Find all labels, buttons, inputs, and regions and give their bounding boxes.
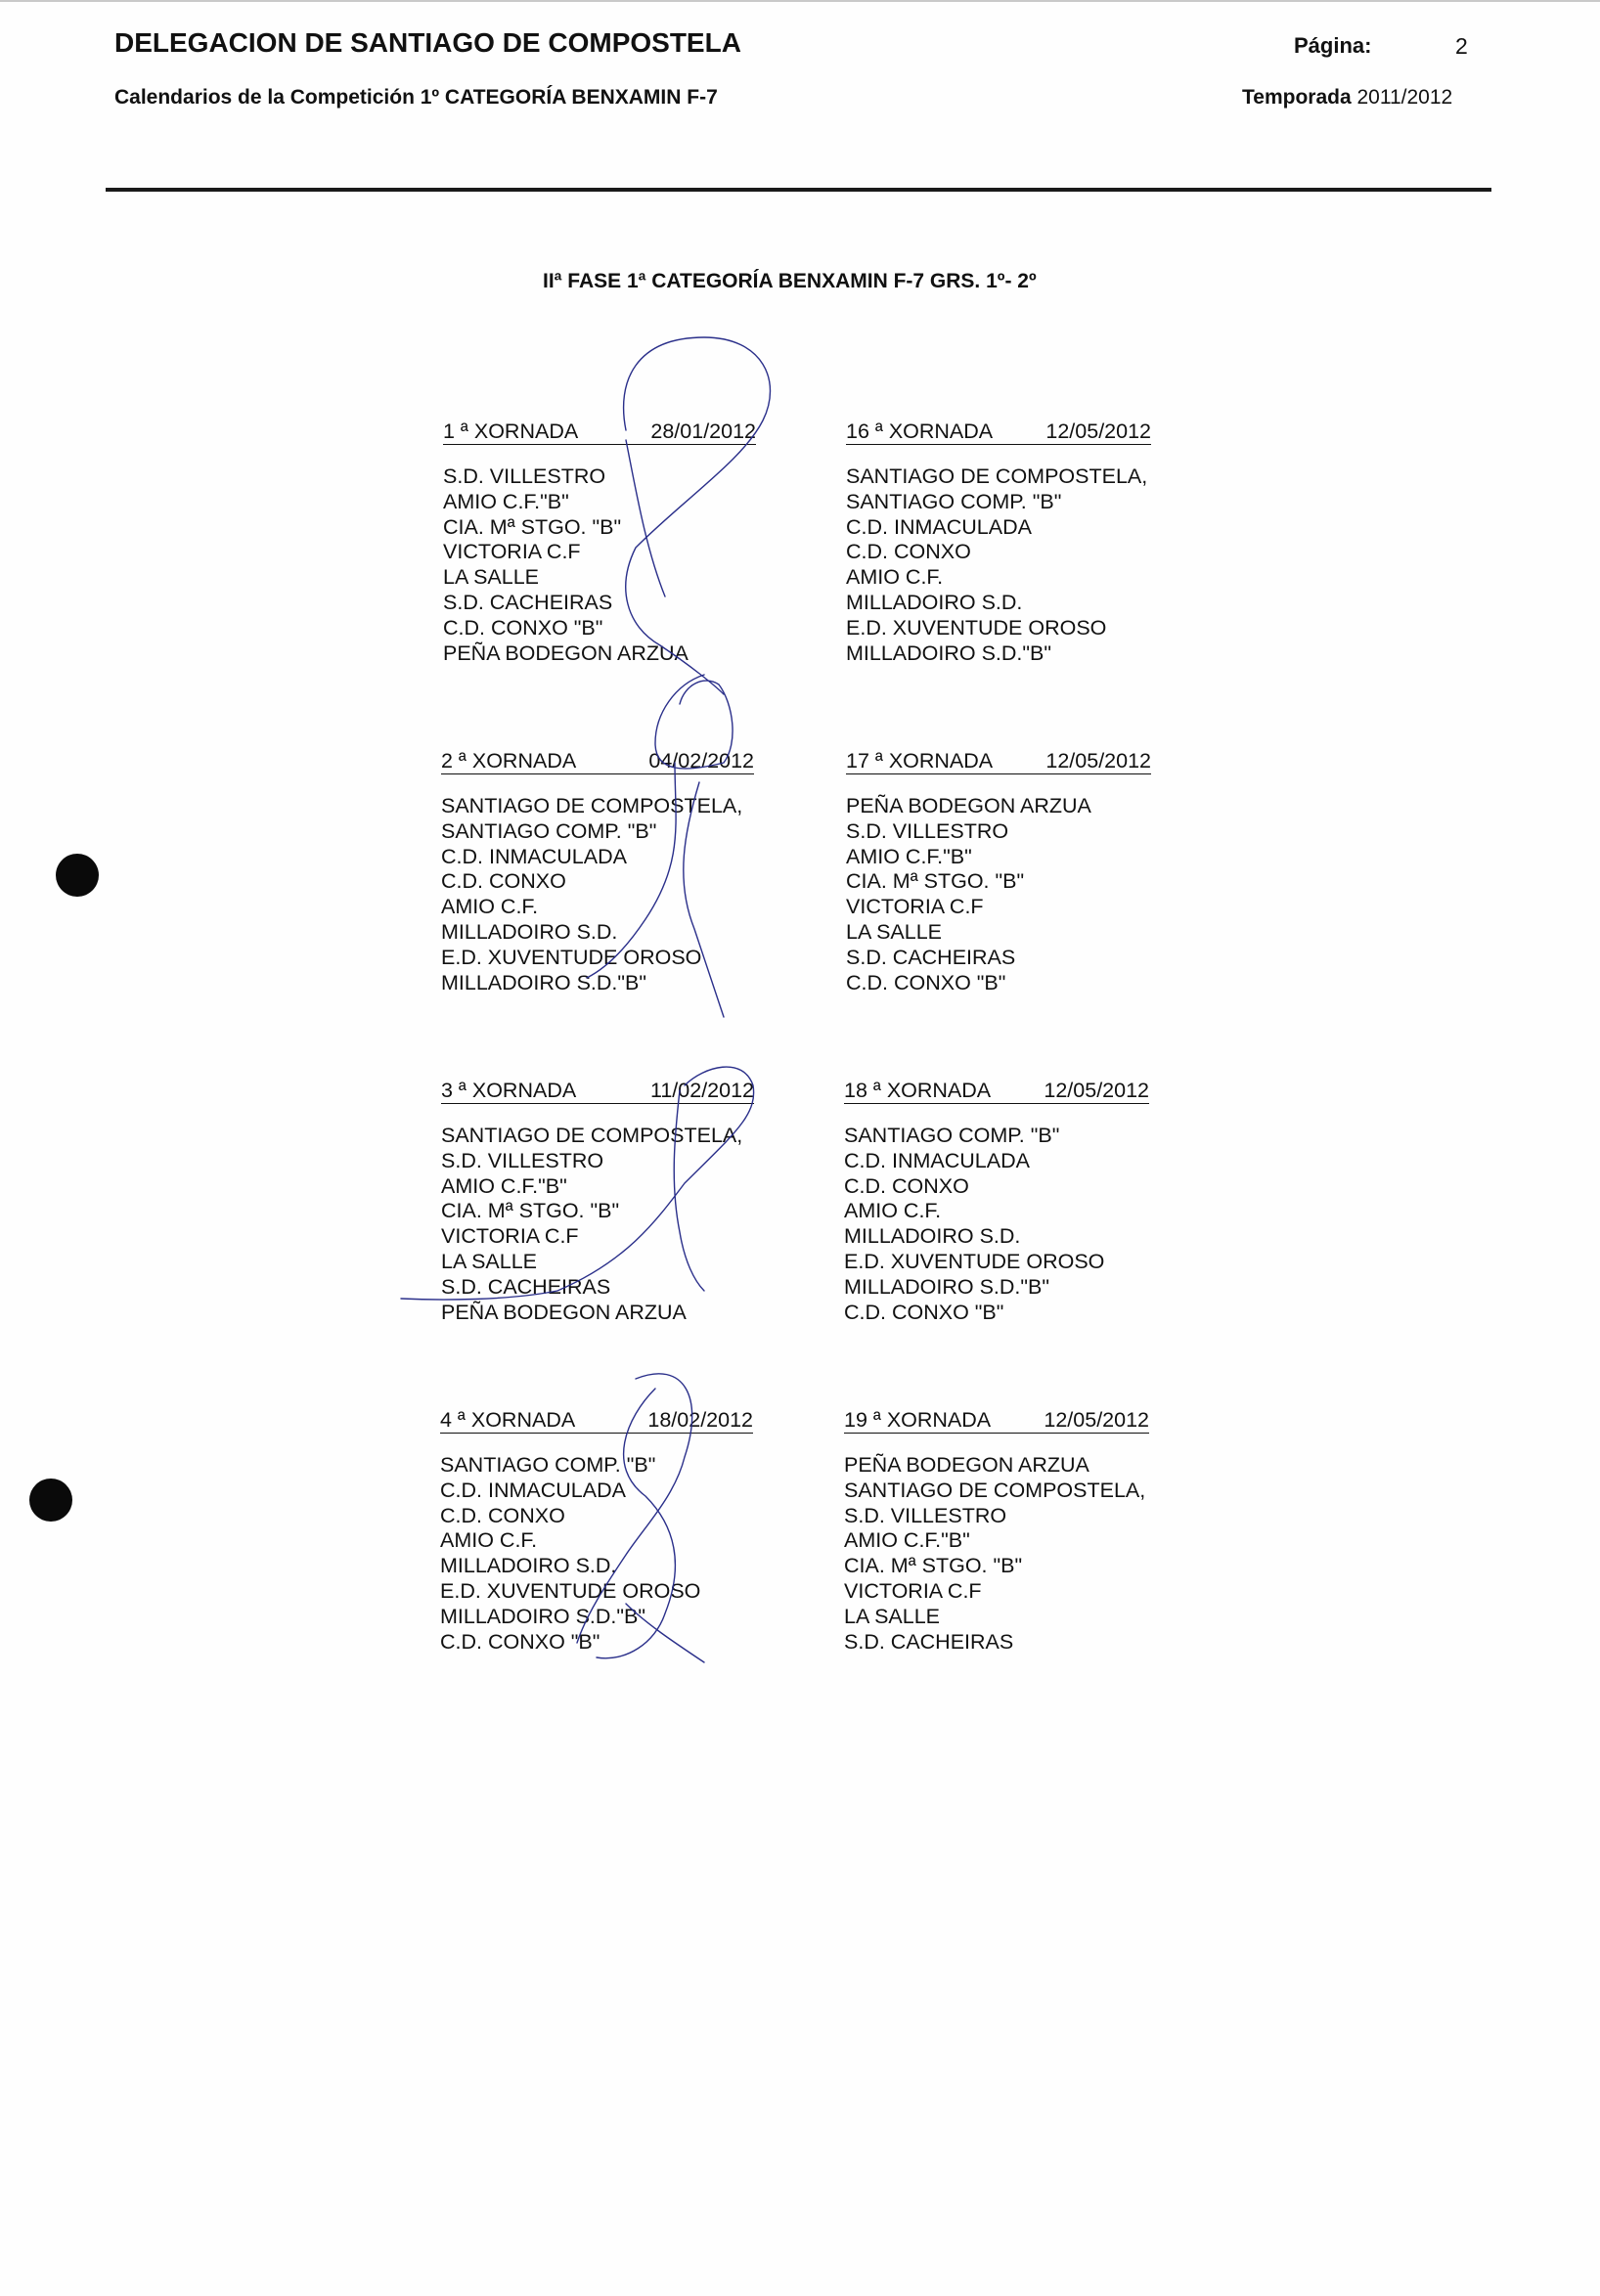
team-name: PEÑA BODEGON ARZUA <box>441 1300 687 1324</box>
team-name: MILLADOIRO S.D. <box>441 919 618 944</box>
jornada-block <box>844 1078 1149 1325</box>
team-name: MILLADOIRO S.D."B" <box>844 1274 1050 1299</box>
team-list <box>441 794 754 995</box>
team-list <box>441 1124 754 1325</box>
team-name: AMIO C.F. <box>441 895 539 919</box>
team-name: AMIO C.F."B" <box>844 1528 970 1553</box>
team-name: MILLADOIRO S.D. <box>844 1224 1021 1249</box>
jornada-name: 3 ª XORNADA <box>441 1079 577 1102</box>
jornada-name: 4 ª XORNADA <box>440 1408 576 1432</box>
team-name: C.D. CONXO <box>844 1173 969 1198</box>
team-list <box>846 794 1151 995</box>
team-name: PEÑA BODEGON ARZUA <box>846 794 1091 817</box>
team-name: VICTORIA C.F <box>846 895 984 919</box>
team-name: VICTORIA C.F <box>441 1224 579 1249</box>
jornada-date: 11/02/2012 <box>649 1079 754 1102</box>
jornada-name: 1 ª XORNADA <box>443 419 579 443</box>
team-name: VICTORIA C.F <box>443 540 581 564</box>
page-number: 2 <box>1455 33 1468 59</box>
team-name: C.D. CONXO "B" <box>846 970 1006 994</box>
team-name: LA SALLE <box>443 565 540 590</box>
team-list <box>844 1124 1149 1325</box>
jornada-date: 12/05/2012 <box>1045 749 1151 773</box>
team-name: S.D. CACHEIRAS <box>844 1629 1014 1654</box>
team-name: AMIO C.F. <box>846 565 944 590</box>
team-list <box>846 464 1151 666</box>
team-name: AMIO C.F. <box>440 1528 538 1553</box>
punch-hole <box>29 1479 72 1522</box>
jornada-name: 18 ª XORNADA <box>844 1079 992 1102</box>
jornada-header <box>440 1407 753 1434</box>
team-name: C.D. CONXO <box>440 1503 565 1527</box>
team-name: MILLADOIRO S.D."B" <box>846 640 1052 665</box>
team-name: CIA. Mª STGO. "B" <box>846 869 1025 894</box>
team-name: C.D. CONXO <box>441 869 566 894</box>
header-divider <box>106 188 1491 192</box>
team-list <box>844 1453 1149 1655</box>
team-name: LA SALLE <box>441 1249 538 1273</box>
team-name: E.D. XUVENTUDE OROSO <box>441 945 702 969</box>
team-name: SANTIAGO COMP. "B" <box>844 1124 1060 1147</box>
team-name: S.D. VILLESTRO <box>443 464 606 488</box>
team-name: MILLADOIRO S.D."B" <box>440 1604 646 1628</box>
team-name: C.D. CONXO "B" <box>440 1629 600 1654</box>
jornada-date: 12/05/2012 <box>1044 1079 1149 1102</box>
team-name: C.D. INMACULADA <box>441 844 627 868</box>
jornada-date: 28/01/2012 <box>650 419 756 443</box>
season-value: 2011/2012 <box>1356 86 1453 109</box>
team-name: C.D. CONXO <box>846 540 971 564</box>
season-label: Temporada <box>1242 86 1352 109</box>
team-name: C.D. CONXO "B" <box>443 615 603 640</box>
team-name: S.D. VILLESTRO <box>441 1148 604 1172</box>
team-name: S.D. CACHEIRAS <box>443 590 613 614</box>
document-title: DELEGACION DE SANTIAGO DE COMPOSTELA <box>114 27 741 58</box>
team-name: MILLADOIRO S.D."B" <box>441 970 647 994</box>
team-name: SANTIAGO COMP. "B" <box>846 489 1062 513</box>
team-name: S.D. CACHEIRAS <box>846 945 1016 969</box>
team-name: SANTIAGO DE COMPOSTELA, <box>441 1124 743 1147</box>
jornada-date: 12/05/2012 <box>1045 419 1151 443</box>
jornada-block <box>844 1407 1149 1655</box>
team-name: S.D. VILLESTRO <box>844 1503 1007 1527</box>
scan-top-edge <box>0 0 1600 2</box>
team-list <box>440 1453 753 1655</box>
team-name: C.D. INMACULADA <box>440 1478 626 1502</box>
jornada-block <box>441 748 754 995</box>
team-name: CIA. Mª STGO. "B" <box>844 1554 1023 1578</box>
team-name: SANTIAGO DE COMPOSTELA, <box>846 464 1148 488</box>
punch-hole <box>56 854 99 897</box>
jornada-date: 18/02/2012 <box>647 1408 753 1432</box>
jornada-block <box>443 419 756 666</box>
team-name: AMIO C.F."B" <box>846 844 972 868</box>
team-name: SANTIAGO COMP. "B" <box>440 1453 656 1477</box>
team-list <box>443 464 756 666</box>
jornada-name: 19 ª XORNADA <box>844 1408 992 1432</box>
jornada-header <box>441 748 754 774</box>
jornada-date: 04/02/2012 <box>648 749 754 773</box>
team-name: MILLADOIRO S.D. <box>440 1554 617 1578</box>
document-subtitle: Calendarios de la Competición 1º CATEGORÍA BENXAMIN F-7 <box>114 86 718 109</box>
jornada-header <box>844 1078 1149 1104</box>
team-name: CIA. Mª STGO. "B" <box>441 1199 620 1223</box>
team-name: AMIO C.F."B" <box>443 489 569 513</box>
jornada-date: 12/05/2012 <box>1044 1408 1149 1432</box>
page-label: Página: <box>1294 33 1372 58</box>
team-name: PEÑA BODEGON ARZUA <box>443 640 689 665</box>
team-name: AMIO C.F."B" <box>441 1173 567 1198</box>
jornada-name: 16 ª XORNADA <box>846 419 994 443</box>
team-name: LA SALLE <box>846 919 943 944</box>
team-name: S.D. CACHEIRAS <box>441 1274 611 1299</box>
team-name: C.D. INMACULADA <box>844 1148 1030 1172</box>
team-name: LA SALLE <box>844 1604 941 1628</box>
jornada-block <box>846 419 1151 666</box>
jornada-block <box>440 1407 753 1655</box>
team-name: CIA. Mª STGO. "B" <box>443 514 622 539</box>
jornada-name: 2 ª XORNADA <box>441 749 577 773</box>
team-name: VICTORIA C.F <box>844 1578 982 1603</box>
team-name: AMIO C.F. <box>844 1199 942 1223</box>
team-name: S.D. VILLESTRO <box>846 818 1009 843</box>
phase-title: IIª FASE 1ª CATEGORÍA BENXAMIN F-7 GRS. 1º- 2º <box>543 270 1037 292</box>
team-name: SANTIAGO COMP. "B" <box>441 818 657 843</box>
team-name: MILLADOIRO S.D. <box>846 590 1023 614</box>
team-name: C.D. INMACULADA <box>846 514 1032 539</box>
team-name: E.D. XUVENTUDE OROSO <box>846 615 1107 640</box>
team-name: C.D. CONXO "B" <box>844 1300 1004 1324</box>
jornada-name: 17 ª XORNADA <box>846 749 994 773</box>
team-name: E.D. XUVENTUDE OROSO <box>440 1578 701 1603</box>
jornada-header <box>846 748 1151 774</box>
team-name: PEÑA BODEGON ARZUA <box>844 1453 1089 1477</box>
team-name: SANTIAGO DE COMPOSTELA, <box>844 1478 1146 1502</box>
jornada-header <box>443 419 756 445</box>
jornada-block <box>846 748 1151 995</box>
team-name: SANTIAGO DE COMPOSTELA, <box>441 794 743 817</box>
jornada-header <box>844 1407 1149 1434</box>
jornada-header <box>846 419 1151 445</box>
jornada-header <box>441 1078 754 1104</box>
team-name: E.D. XUVENTUDE OROSO <box>844 1249 1105 1273</box>
season <box>1242 86 1452 110</box>
jornada-block <box>441 1078 754 1325</box>
